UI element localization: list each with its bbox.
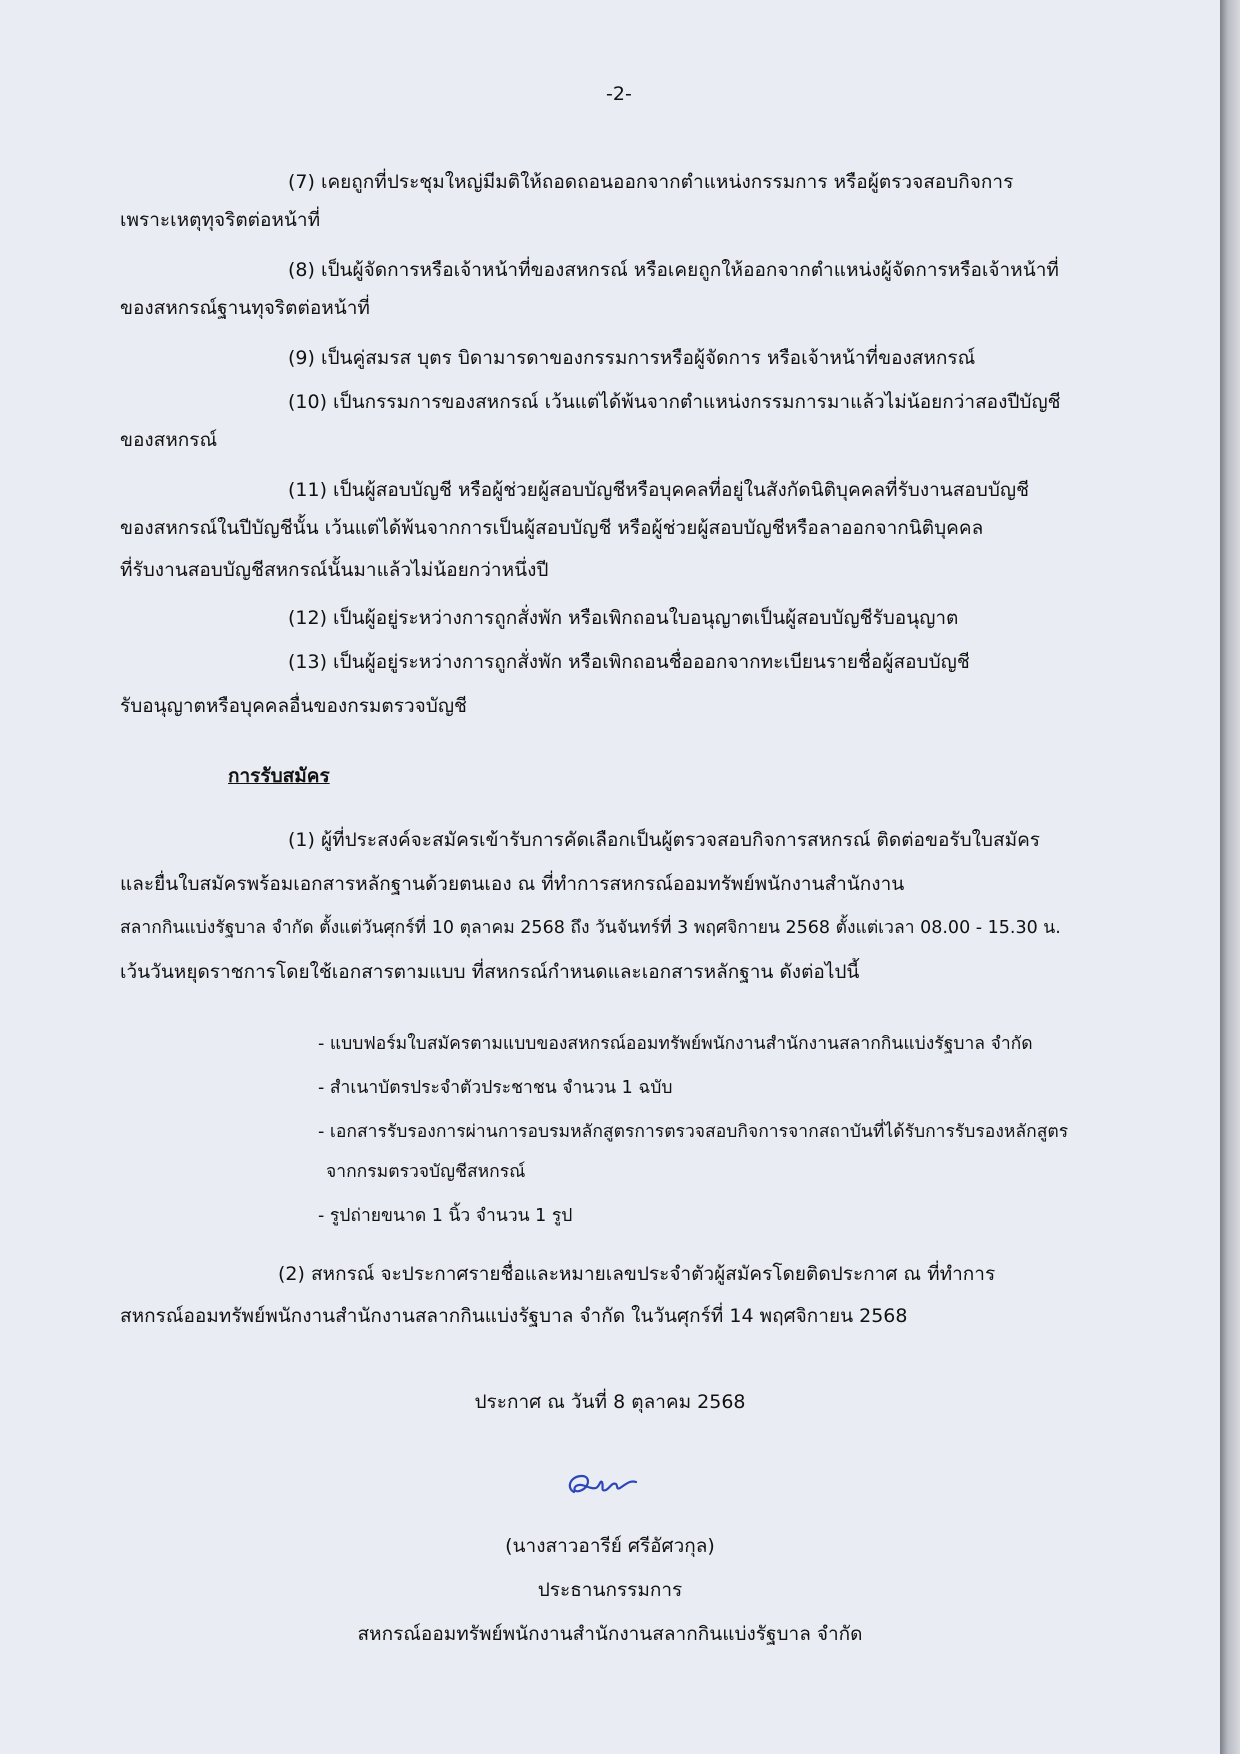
- application-1-line3: สลากกินแบ่งรัฐบาล จำกัด ตั้งแต่วันศุกร์ที่ 10 ตุลาคม 2568 ถึง วันจันทร์ที่ 3 พฤศจิกายน 2568 ตั้งแต่เวลา 08.00 - 15.30 น.: [120, 918, 1061, 938]
- document-item: - รูปถ่ายขนาด 1 นิ้ว จำนวน 1 รูป: [318, 1206, 573, 1226]
- page-edge-shadow: [1220, 0, 1240, 1754]
- item-11-line2: ของสหกรณ์ในปีบัญชีนั้น เว้นแต่ได้พ้นจากการเป็นผู้สอบบัญชี หรือผู้ช่วยผู้สอบบัญชีหรือลาออกจากนิติบุคคล: [120, 517, 984, 539]
- item-10-line2: ของสหกรณ์: [120, 429, 218, 451]
- document-item: จากกรมตรวจบัญชีสหกรณ์: [326, 1162, 526, 1182]
- application-1-line1: (1) ผู้ที่ประสงค์จะสมัครเข้ารับการคัดเลือกเป็นผู้ตรวจสอบกิจการสหกรณ์ ติดต่อขอรับใบสมัคร: [288, 829, 1041, 851]
- item-11-line1: (11) เป็นผู้สอบบัญชี หรือผู้ช่วยผู้สอบบัญชีหรือบุคคลที่อยู่ในสังกัดนิติบุคคลที่รับงานสอบบัญชี: [288, 479, 1029, 501]
- signer-position: ประธานกรรมการ: [537, 1579, 683, 1601]
- item-13-line1: (13) เป็นผู้อยู่ระหว่างการถูกสั่งพัก หรือเพิกถอนชื่อออกจากทะเบียนรายชื่อผู้สอบบัญชี: [288, 651, 970, 673]
- signer-organization: สหกรณ์ออมทรัพย์พนักงานสำนักงานสลากกินแบ่งรัฐบาล จำกัด: [357, 1623, 863, 1645]
- signer-name: (นางสาวอารีย์ ศรีอัศวกุล): [505, 1535, 715, 1557]
- item-10-line1: (10) เป็นกรรมการของสหกรณ์ เว้นแต่ได้พ้นจากตำแหน่งกรรมการมาแล้วไม่น้อยกว่าสองปีบัญชี: [288, 391, 1061, 413]
- page-number: -2-: [606, 83, 632, 105]
- announcement-date: ประกาศ ณ วันที่ 8 ตุลาคม 2568: [474, 1391, 746, 1413]
- document-item: - สำเนาบัตรประจำตัวประชาชน จำนวน 1 ฉบับ: [318, 1078, 673, 1098]
- document-item: - แบบฟอร์มใบสมัครตามแบบของสหกรณ์ออมทรัพย์พนักงานสำนักงานสลากกินแบ่งรัฐบาล จำกัด: [318, 1034, 1033, 1054]
- application-heading: การรับสมัคร: [228, 765, 330, 787]
- application-2-line2: สหกรณ์ออมทรัพย์พนักงานสำนักงานสลากกินแบ่งรัฐบาล จำกัด ในวันศุกร์ที่ 14 พฤศจิกายน 2568: [120, 1305, 908, 1327]
- item-13-line2: รับอนุญาตหรือบุคคลอื่นของกรมตรวจบัญชี: [120, 695, 467, 717]
- application-1-line2: และยื่นใบสมัครพร้อมเอกสารหลักฐานด้วยตนเอง ณ ที่ทำการสหกรณ์ออมทรัพย์พนักงานสำนักงาน: [120, 873, 905, 895]
- item-11-line3: ที่รับงานสอบบัญชีสหกรณ์นั้นมาแล้วไม่น้อยกว่าหนึ่งปี: [120, 559, 549, 581]
- application-2-line1: (2) สหกรณ์ จะประกาศรายชื่อและหมายเลขประจำตัวผู้สมัครโดยติดประกาศ ณ ที่ทำการ: [278, 1263, 996, 1285]
- item-7-line1: (7) เคยถูกที่ประชุมใหญ่มีมติให้ถอดถอนออกจากตำแหน่งกรรมการ หรือผู้ตรวจสอบกิจการ: [288, 171, 1014, 193]
- application-1-line4: เว้นวันหยุดราชการโดยใช้เอกสารตามแบบ ที่สหกรณ์กำหนดและเอกสารหลักฐาน ดังต่อไปนี้: [120, 961, 860, 983]
- document-item: - เอกสารรับรองการผ่านการอบรมหลักสูตรการตรวจสอบกิจการจากสถาบันที่ได้รับการรับรองหลักสูตร: [318, 1122, 1069, 1142]
- item-9-line1: (9) เป็นคู่สมรส บุตร บิดามารดาของกรรมการหรือผู้จัดการ หรือเจ้าหน้าที่ของสหกรณ์: [288, 347, 976, 369]
- signature-graphic: [560, 1466, 644, 1506]
- item-12-line1: (12) เป็นผู้อยู่ระหว่างการถูกสั่งพัก หรือเพิกถอนใบอนุญาตเป็นผู้สอบบัญชีรับอนุญาต: [288, 607, 959, 629]
- item-8-line2: ของสหกรณ์ฐานทุจริตต่อหน้าที่: [120, 297, 370, 319]
- item-7-line2: เพราะเหตุทุจริตต่อหน้าที่: [120, 209, 321, 231]
- item-8-line1: (8) เป็นผู้จัดการหรือเจ้าหน้าที่ของสหกรณ์ หรือเคยถูกให้ออกจากตำแหน่งผู้จัดการหรือเจ้าหน้าที่: [288, 259, 1059, 281]
